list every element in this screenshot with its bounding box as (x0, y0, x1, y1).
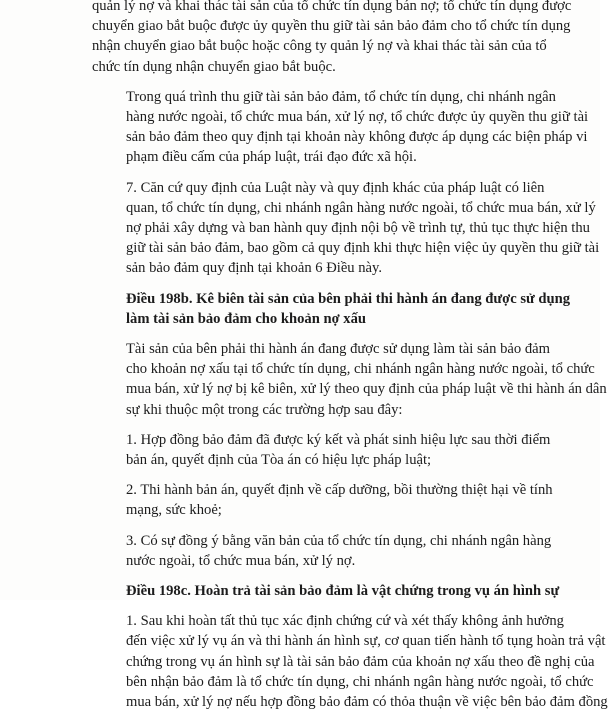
text-line: cho khoản nợ xấu tại tổ chức tín dụng, chi nhánh ngân hàng nước ngoài, tổ chức (126, 361, 595, 378)
text-line: mua bán, xử lý nợ nếu hợp đồng bảo đảm có thỏa thuận về việc bên bảo đảm đồng (126, 694, 608, 711)
text-line: nhận chuyển giao bắt buộc hoặc công ty quản lý nợ và khai thác tài sản của tổ (92, 38, 547, 55)
text-line: chức tín dụng nhận chuyển giao bắt buộc. (92, 58, 336, 75)
paragraph-clause-7 (92, 178, 600, 279)
paragraph (92, 339, 607, 420)
heading-line: làm tài sản bảo đảm cho khoản nợ xấu (126, 310, 367, 327)
text-line: 1. Hợp đồng bảo đảm đã được ký kết và phát sinh hiệu lực sau thời điểm (126, 431, 551, 448)
text-line: nợ phải xây dựng và ban hành quy định nội bộ về trình tự, thủ tục thực hiện thu (126, 220, 590, 237)
text-line: 2. Thi hành bản án, quyết định về cấp dưỡng, bồi thường thiệt hại về tính (126, 482, 553, 499)
text-line: giữ tài sản bảo đảm, bao gồm cả quy định khi thực hiện việc ủy quyền thu giữ tài (126, 240, 600, 257)
text-line: sản bảo đảm quy định tại khoản 6 Điều này. (126, 260, 383, 277)
text-line: chuyển giao bắt buộc được ủy quyền thu giữ tài sản bảo đảm cho tổ chức tín dụng (92, 18, 571, 35)
text-line: mua bán, xử lý nợ bị kê biên, xử lý theo quy định của pháp luật về thi hành án dân (126, 381, 607, 398)
text-line: 3. Có sự đồng ý bằng văn bản của tổ chức tín dụng, chi nhánh ngân hàng (126, 532, 552, 549)
text-line: 7. Căn cứ quy định của Luật này và quy định khác của pháp luật có liên (126, 179, 545, 196)
text-line: sản bảo đảm theo quy định tại khoản này không được áp dụng các biện pháp vi (126, 129, 588, 146)
heading-line: Điều 198c. Hoàn trả tài sản bảo đảm là vật chứng trong vụ án hình sự (126, 583, 560, 600)
paragraph (92, 87, 589, 168)
paragraph-continuation (92, 0, 572, 77)
article-heading-198c (92, 581, 560, 601)
article-heading-198b (92, 289, 571, 329)
text-line: bản án, quyết định của Tòa án có hiệu lực pháp luật; (126, 452, 432, 469)
text-line: Tài sản của bên phải thi hành án đang được sử dụng làm tài sản bảo đảm (126, 341, 550, 358)
text-line: đến việc xử lý vụ án và thi hành án hình sự, cơ quan tiến hành tố tụng hoàn trả vật (126, 633, 606, 650)
text-line: phạm điều cấm của pháp luật, trái đạo đức xã hội. (126, 149, 417, 166)
text-line: quản lý nợ và khai thác tài sản của tổ chức tín dụng bán nợ; tổ chức tín dụng được (92, 0, 572, 14)
heading-line: Điều 198b. Kê biên tài sản của bên phải thi hành án đang được sử dụng (126, 290, 571, 307)
paragraph-item-1 (92, 611, 608, 712)
text-line: nước ngoài, tổ chức mua bán, xử lý nợ. (126, 552, 356, 569)
text-line: sự khi thuộc một trong các trường hợp sau đây: (126, 401, 403, 418)
text-line: mạng, sức khoẻ; (126, 502, 222, 519)
text-line: quan, tổ chức tín dụng, chi nhánh ngân hàng nước ngoài, tổ chức mua bán, xử lý (126, 199, 596, 216)
text-line: Trong quá trình thu giữ tài sản bảo đảm, tổ chức tín dụng, chi nhánh ngân (126, 88, 556, 105)
text-line: hàng nước ngoài, tổ chức mua bán, xử lý nợ, tổ chức được ủy quyền thu giữ tài (126, 109, 589, 126)
text-line: 1. Sau khi hoàn tất thủ tục xác định chứng cứ và xét thấy không ảnh hưởng (126, 613, 564, 630)
paragraph-item-2 (92, 480, 560, 520)
text-line: chứng trong vụ án hình sự là tài sản bảo đảm của khoản nợ xấu theo đề nghị của (126, 653, 595, 670)
paragraph-item-1 (92, 430, 560, 470)
document-body (92, 0, 608, 722)
text-line: bên nhận bảo đảm là tổ chức tín dụng, chi nhánh ngân hàng nước ngoài, tổ chức (126, 673, 594, 690)
paragraph-item-3 (92, 531, 560, 571)
